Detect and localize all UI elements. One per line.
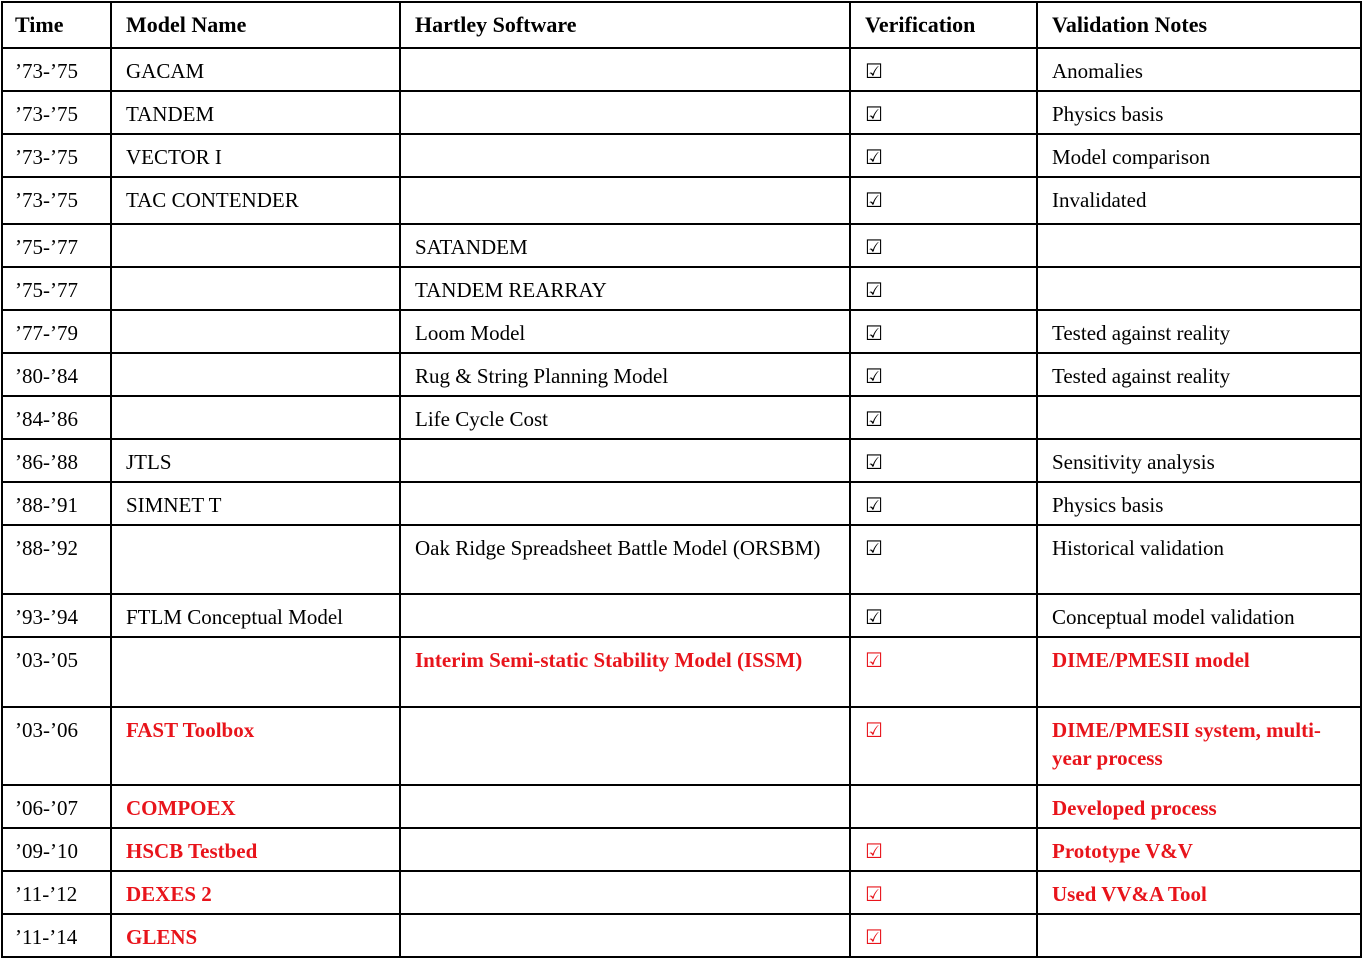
- table-row: [2, 637, 1361, 707]
- cell-model-name: [111, 310, 400, 353]
- header-verification: Verification: [850, 2, 1037, 48]
- table-row: [2, 91, 1361, 134]
- cell-validation-notes: Developed process: [1037, 785, 1361, 828]
- cell-time: ’88-’92: [2, 525, 111, 594]
- checkbox-checked-icon: ☑: [865, 605, 883, 629]
- cell-time: ’11-’12: [2, 871, 111, 914]
- header-hartley-software: Hartley Software: [400, 2, 850, 48]
- cell-hartley-software: Rug & String Planning Model: [400, 353, 850, 396]
- table-row: [2, 353, 1361, 396]
- cell-validation-notes: Historical validation: [1037, 525, 1361, 594]
- cell-verification: [850, 914, 1037, 957]
- cell-verification: [850, 91, 1037, 134]
- header-validation-notes: Validation Notes: [1037, 2, 1361, 48]
- cell-model-name: HSCB Testbed: [111, 828, 400, 871]
- cell-validation-notes: Anomalies: [1037, 48, 1361, 91]
- cell-hartley-software: Oak Ridge Spreadsheet Battle Model (ORSBM): [400, 525, 850, 594]
- checkbox-checked-icon: ☑: [865, 235, 883, 259]
- cell-validation-notes: [1037, 224, 1361, 267]
- cell-time: ’88-’91: [2, 482, 111, 525]
- table-row: [2, 224, 1361, 267]
- cell-time: ’84-’86: [2, 396, 111, 439]
- cell-model-name: DEXES 2: [111, 871, 400, 914]
- cell-validation-notes: Sensitivity analysis: [1037, 439, 1361, 482]
- checkbox-checked-icon: ☑: [865, 145, 883, 169]
- table-row: [2, 396, 1361, 439]
- cell-hartley-software: [400, 177, 850, 224]
- cell-hartley-software: [400, 134, 850, 177]
- checkbox-checked-icon: ☑: [865, 188, 883, 212]
- cell-hartley-software: [400, 91, 850, 134]
- table-row: [2, 439, 1361, 482]
- checkbox-checked-icon: ☑: [865, 407, 883, 431]
- cell-validation-notes: Model comparison: [1037, 134, 1361, 177]
- cell-validation-notes: Tested against reality: [1037, 353, 1361, 396]
- checkbox-checked-icon: ☑: [865, 839, 883, 863]
- cell-hartley-software: TANDEM REARRAY: [400, 267, 850, 310]
- header-model-name: Model Name: [111, 2, 400, 48]
- cell-verification: [850, 707, 1037, 785]
- cell-verification: [850, 637, 1037, 707]
- checkbox-checked-icon: ☑: [865, 278, 883, 302]
- cell-verification: [850, 396, 1037, 439]
- cell-validation-notes: DIME/PMESII system, multi-year process: [1037, 707, 1361, 785]
- cell-verification: [850, 310, 1037, 353]
- cell-time: ’80-’84: [2, 353, 111, 396]
- checkbox-checked-icon: ☑: [865, 925, 883, 949]
- checkbox-checked-icon: ☑: [865, 450, 883, 474]
- cell-model-name: GLENS: [111, 914, 400, 957]
- cell-validation-notes: Physics basis: [1037, 91, 1361, 134]
- table-row: [2, 525, 1361, 594]
- cell-verification: [850, 482, 1037, 525]
- cell-model-name: GACAM: [111, 48, 400, 91]
- cell-validation-notes: Tested against reality: [1037, 310, 1361, 353]
- cell-hartley-software: [400, 871, 850, 914]
- cell-verification: [850, 224, 1037, 267]
- cell-time: ’86-’88: [2, 439, 111, 482]
- cell-model-name: [111, 637, 400, 707]
- cell-hartley-software: [400, 482, 850, 525]
- cell-validation-notes: DIME/PMESII model: [1037, 637, 1361, 707]
- cell-validation-notes: Conceptual model validation: [1037, 594, 1361, 637]
- cell-time: ’11-’14: [2, 914, 111, 957]
- checkbox-checked-icon: ☑: [865, 493, 883, 517]
- checkbox-checked-icon: ☑: [865, 648, 883, 672]
- cell-hartley-software: [400, 707, 850, 785]
- cell-hartley-software: [400, 48, 850, 91]
- cell-time: ’73-’75: [2, 48, 111, 91]
- cell-hartley-software: [400, 914, 850, 957]
- cell-hartley-software: Life Cycle Cost: [400, 396, 850, 439]
- cell-time: ’03-’05: [2, 637, 111, 707]
- cell-model-name: [111, 224, 400, 267]
- table-row: [2, 134, 1361, 177]
- cell-validation-notes: Physics basis: [1037, 482, 1361, 525]
- cell-time: ’75-’77: [2, 267, 111, 310]
- cell-model-name: FAST Toolbox: [111, 707, 400, 785]
- header-time: Time: [2, 2, 111, 48]
- cell-verification: [850, 134, 1037, 177]
- cell-model-name: [111, 525, 400, 594]
- table-row: [2, 707, 1361, 785]
- checkbox-checked-icon: ☑: [865, 59, 883, 83]
- table-row: [2, 177, 1361, 224]
- cell-time: ’73-’75: [2, 177, 111, 224]
- table-row: [2, 267, 1361, 310]
- cell-hartley-software: [400, 828, 850, 871]
- cell-validation-notes: Used VV&A Tool: [1037, 871, 1361, 914]
- cell-hartley-software: SATANDEM: [400, 224, 850, 267]
- cell-time: ’75-’77: [2, 224, 111, 267]
- checkbox-checked-icon: ☑: [865, 718, 883, 742]
- cell-validation-notes: Prototype V&V: [1037, 828, 1361, 871]
- cell-model-name: TAC CONTENDER: [111, 177, 400, 224]
- cell-verification: [850, 871, 1037, 914]
- cell-validation-notes: [1037, 396, 1361, 439]
- cell-model-name: TANDEM: [111, 91, 400, 134]
- checkbox-checked-icon: ☑: [865, 882, 883, 906]
- cell-validation-notes: [1037, 914, 1361, 957]
- cell-time: ’03-’06: [2, 707, 111, 785]
- cell-hartley-software: [400, 594, 850, 637]
- table-row: [2, 785, 1361, 828]
- table-row: [2, 594, 1361, 637]
- checkbox-checked-icon: ☑: [865, 102, 883, 126]
- cell-validation-notes: Invalidated: [1037, 177, 1361, 224]
- cell-verification: [850, 828, 1037, 871]
- cell-verification: [850, 177, 1037, 224]
- cell-time: ’93-’94: [2, 594, 111, 637]
- header-row: [2, 2, 1361, 48]
- cell-verification: [850, 267, 1037, 310]
- table-row: [2, 48, 1361, 91]
- cell-model-name: COMPOEX: [111, 785, 400, 828]
- cell-time: ’09-’10: [2, 828, 111, 871]
- table-row: [2, 914, 1361, 957]
- checkbox-checked-icon: ☑: [865, 321, 883, 345]
- cell-verification: [850, 594, 1037, 637]
- cell-time: ’77-’79: [2, 310, 111, 353]
- cell-hartley-software: Loom Model: [400, 310, 850, 353]
- cell-model-name: [111, 267, 400, 310]
- cell-hartley-software: [400, 785, 850, 828]
- cell-hartley-software: Interim Semi-static Stability Model (ISSM): [400, 637, 850, 707]
- cell-verification: [850, 785, 1037, 828]
- cell-time: ’73-’75: [2, 91, 111, 134]
- table-row: [2, 310, 1361, 353]
- cell-verification: [850, 353, 1037, 396]
- cell-model-name: [111, 396, 400, 439]
- cell-model-name: FTLM Conceptual Model: [111, 594, 400, 637]
- table-row: [2, 482, 1361, 525]
- cell-verification: [850, 48, 1037, 91]
- cell-model-name: [111, 353, 400, 396]
- cell-verification: [850, 525, 1037, 594]
- cell-model-name: JTLS: [111, 439, 400, 482]
- table-row: [2, 871, 1361, 914]
- cell-time: ’06-’07: [2, 785, 111, 828]
- model-timeline-table: [1, 1, 1362, 958]
- cell-model-name: VECTOR I: [111, 134, 400, 177]
- cell-model-name: SIMNET T: [111, 482, 400, 525]
- cell-validation-notes: [1037, 267, 1361, 310]
- cell-verification: [850, 439, 1037, 482]
- cell-hartley-software: [400, 439, 850, 482]
- cell-time: ’73-’75: [2, 134, 111, 177]
- table-row: [2, 828, 1361, 871]
- table-body: [2, 48, 1361, 957]
- checkbox-checked-icon: ☑: [865, 364, 883, 388]
- checkbox-checked-icon: ☑: [865, 536, 883, 560]
